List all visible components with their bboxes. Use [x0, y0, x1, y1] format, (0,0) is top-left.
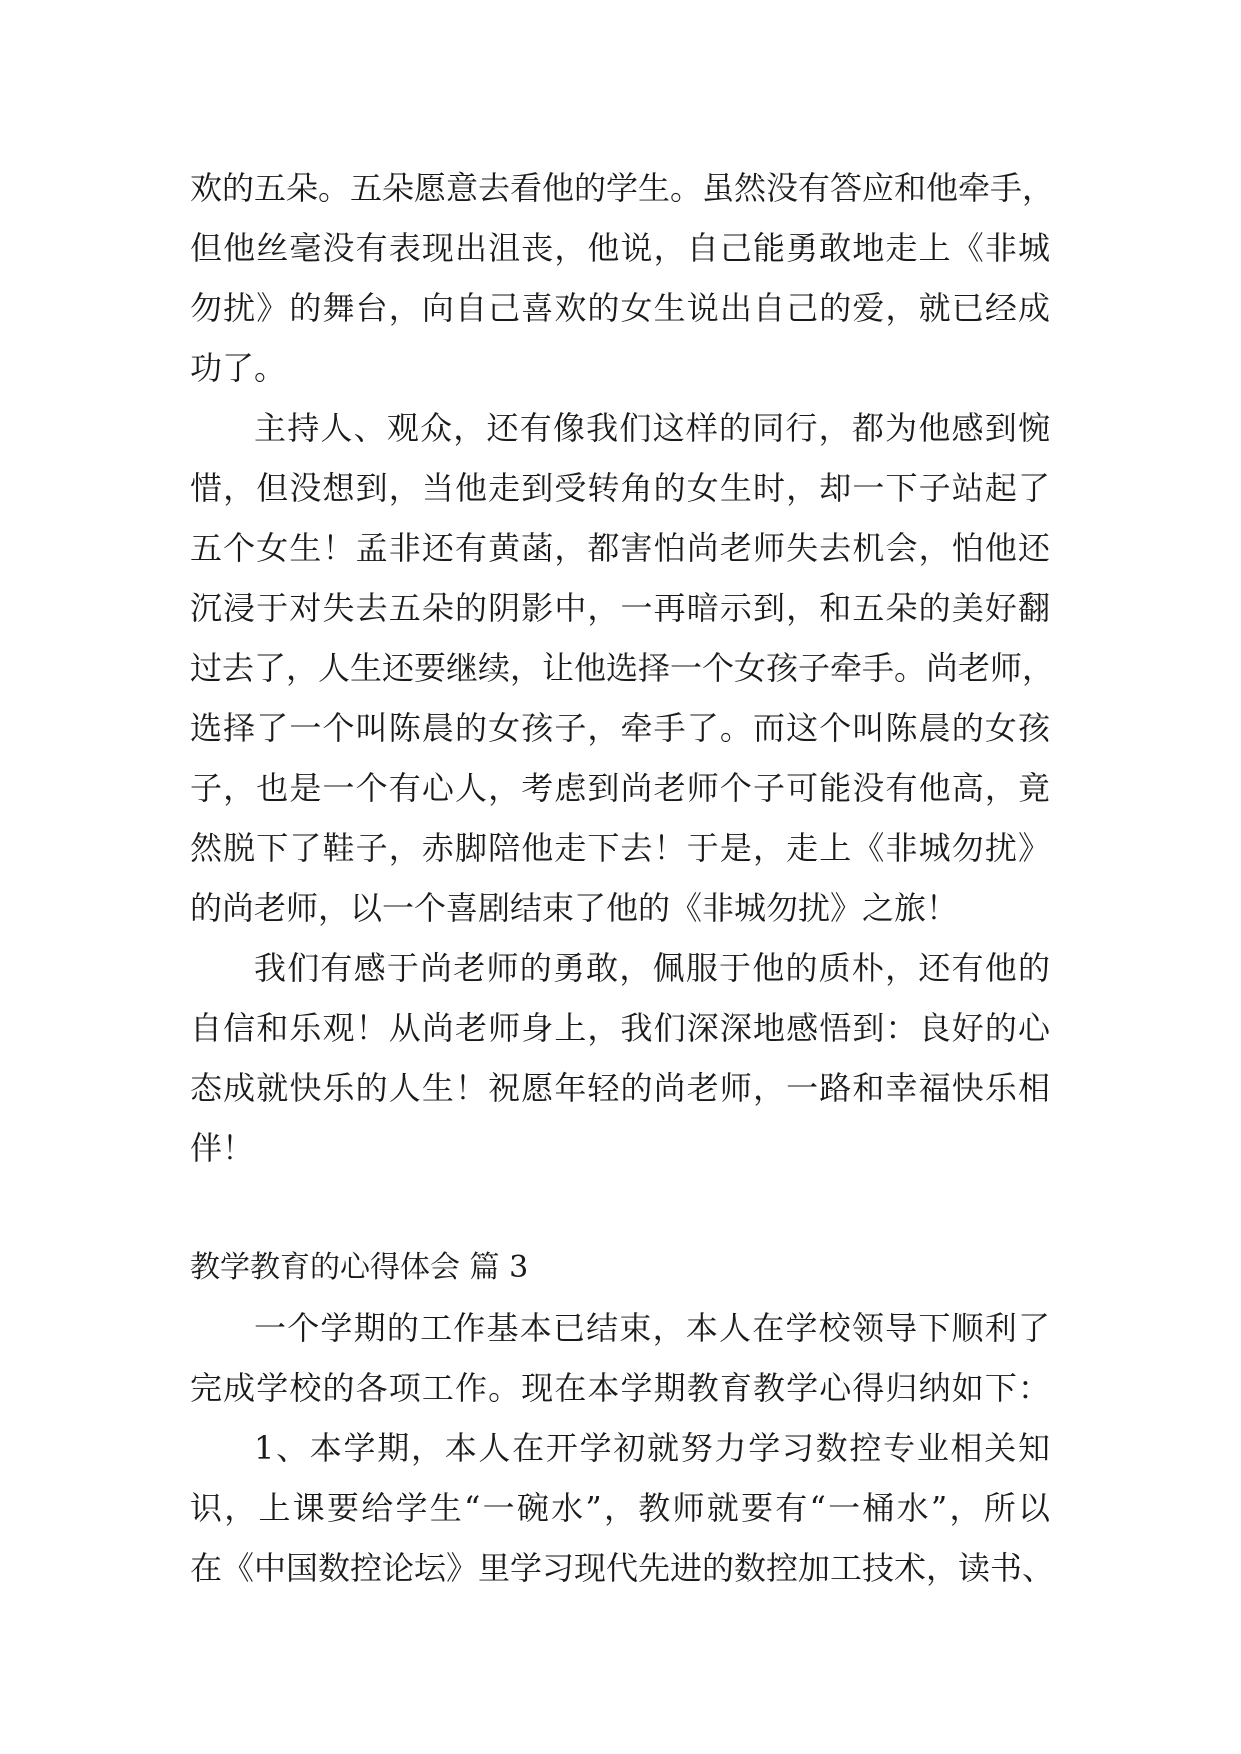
text-line: 欢的五朵。五朵愿意去看他的学生。虽然没有答应和他牵手， [190, 169, 1055, 207]
section-title: 教学教育的心得体会 篇 3 [190, 1250, 529, 1285]
text-line: 态成就快乐的人生！祝愿年轻的尚老师，一路和幸福快乐相 [190, 1069, 1050, 1107]
text-line: 过去了，人生还要继续，让他选择一个女孩子牵手。尚老师， [190, 649, 1055, 687]
text-line: 1、本学期，本人在开学初就努力学习数控专业相关知 [254, 1429, 1050, 1467]
text-line: 我们有感于尚老师的勇敢，佩服于他的质朴，还有他的 [254, 949, 1050, 987]
text-line: 沉浸于对失去五朵的阴影中，一再暗示到，和五朵的美好翻 [190, 589, 1050, 627]
text-line: 惜，但没想到，当他走到受转角的女生时，却一下子站起了 [190, 469, 1050, 507]
text-line: 的尚老师，以一个喜剧结束了他的《非城勿扰》之旅！ [190, 889, 959, 927]
text-line: 完成学校的各项工作。现在本学期教育教学心得归纳如下： [190, 1369, 1050, 1407]
text-line: 一个学期的工作基本已结束，本人在学校领导下顺利了 [254, 1309, 1050, 1347]
text-line: 自信和乐观！从尚老师身上，我们深深地感悟到：良好的心 [190, 1009, 1050, 1047]
text-line: 识，上课要给学生“一碗水”，教师就要有“一桶水”，所以 [190, 1489, 1050, 1527]
text-line: 伴！ [190, 1129, 255, 1167]
text-line: 五个女生！孟非还有黄菡，都害怕尚老师失去机会，怕他还 [190, 529, 1050, 567]
text-line: 勿扰》的舞台，向自己喜欢的女生说出自己的爱，就已经成 [190, 289, 1050, 327]
text-line: 选择了一个叫陈晨的女孩子，牵手了。而这个叫陈晨的女孩 [190, 709, 1050, 747]
text-line: 在《中国数控论坛》里学习现代先进的数控加工技术，读书、 [190, 1549, 1055, 1587]
text-line: 功了。 [190, 349, 287, 387]
text-line: 但他丝毫没有表现出沮丧，他说，自己能勇敢地走上《非城 [190, 229, 1050, 267]
text-line: 主持人、观众，还有像我们这样的同行，都为他感到惋 [254, 409, 1050, 447]
text-line: 然脱下了鞋子，赤脚陪他走下去！于是，走上《非城勿扰》 [190, 829, 1050, 867]
text-line: 子，也是一个有心人，考虑到尚老师个子可能没有他高，竟 [190, 769, 1050, 807]
